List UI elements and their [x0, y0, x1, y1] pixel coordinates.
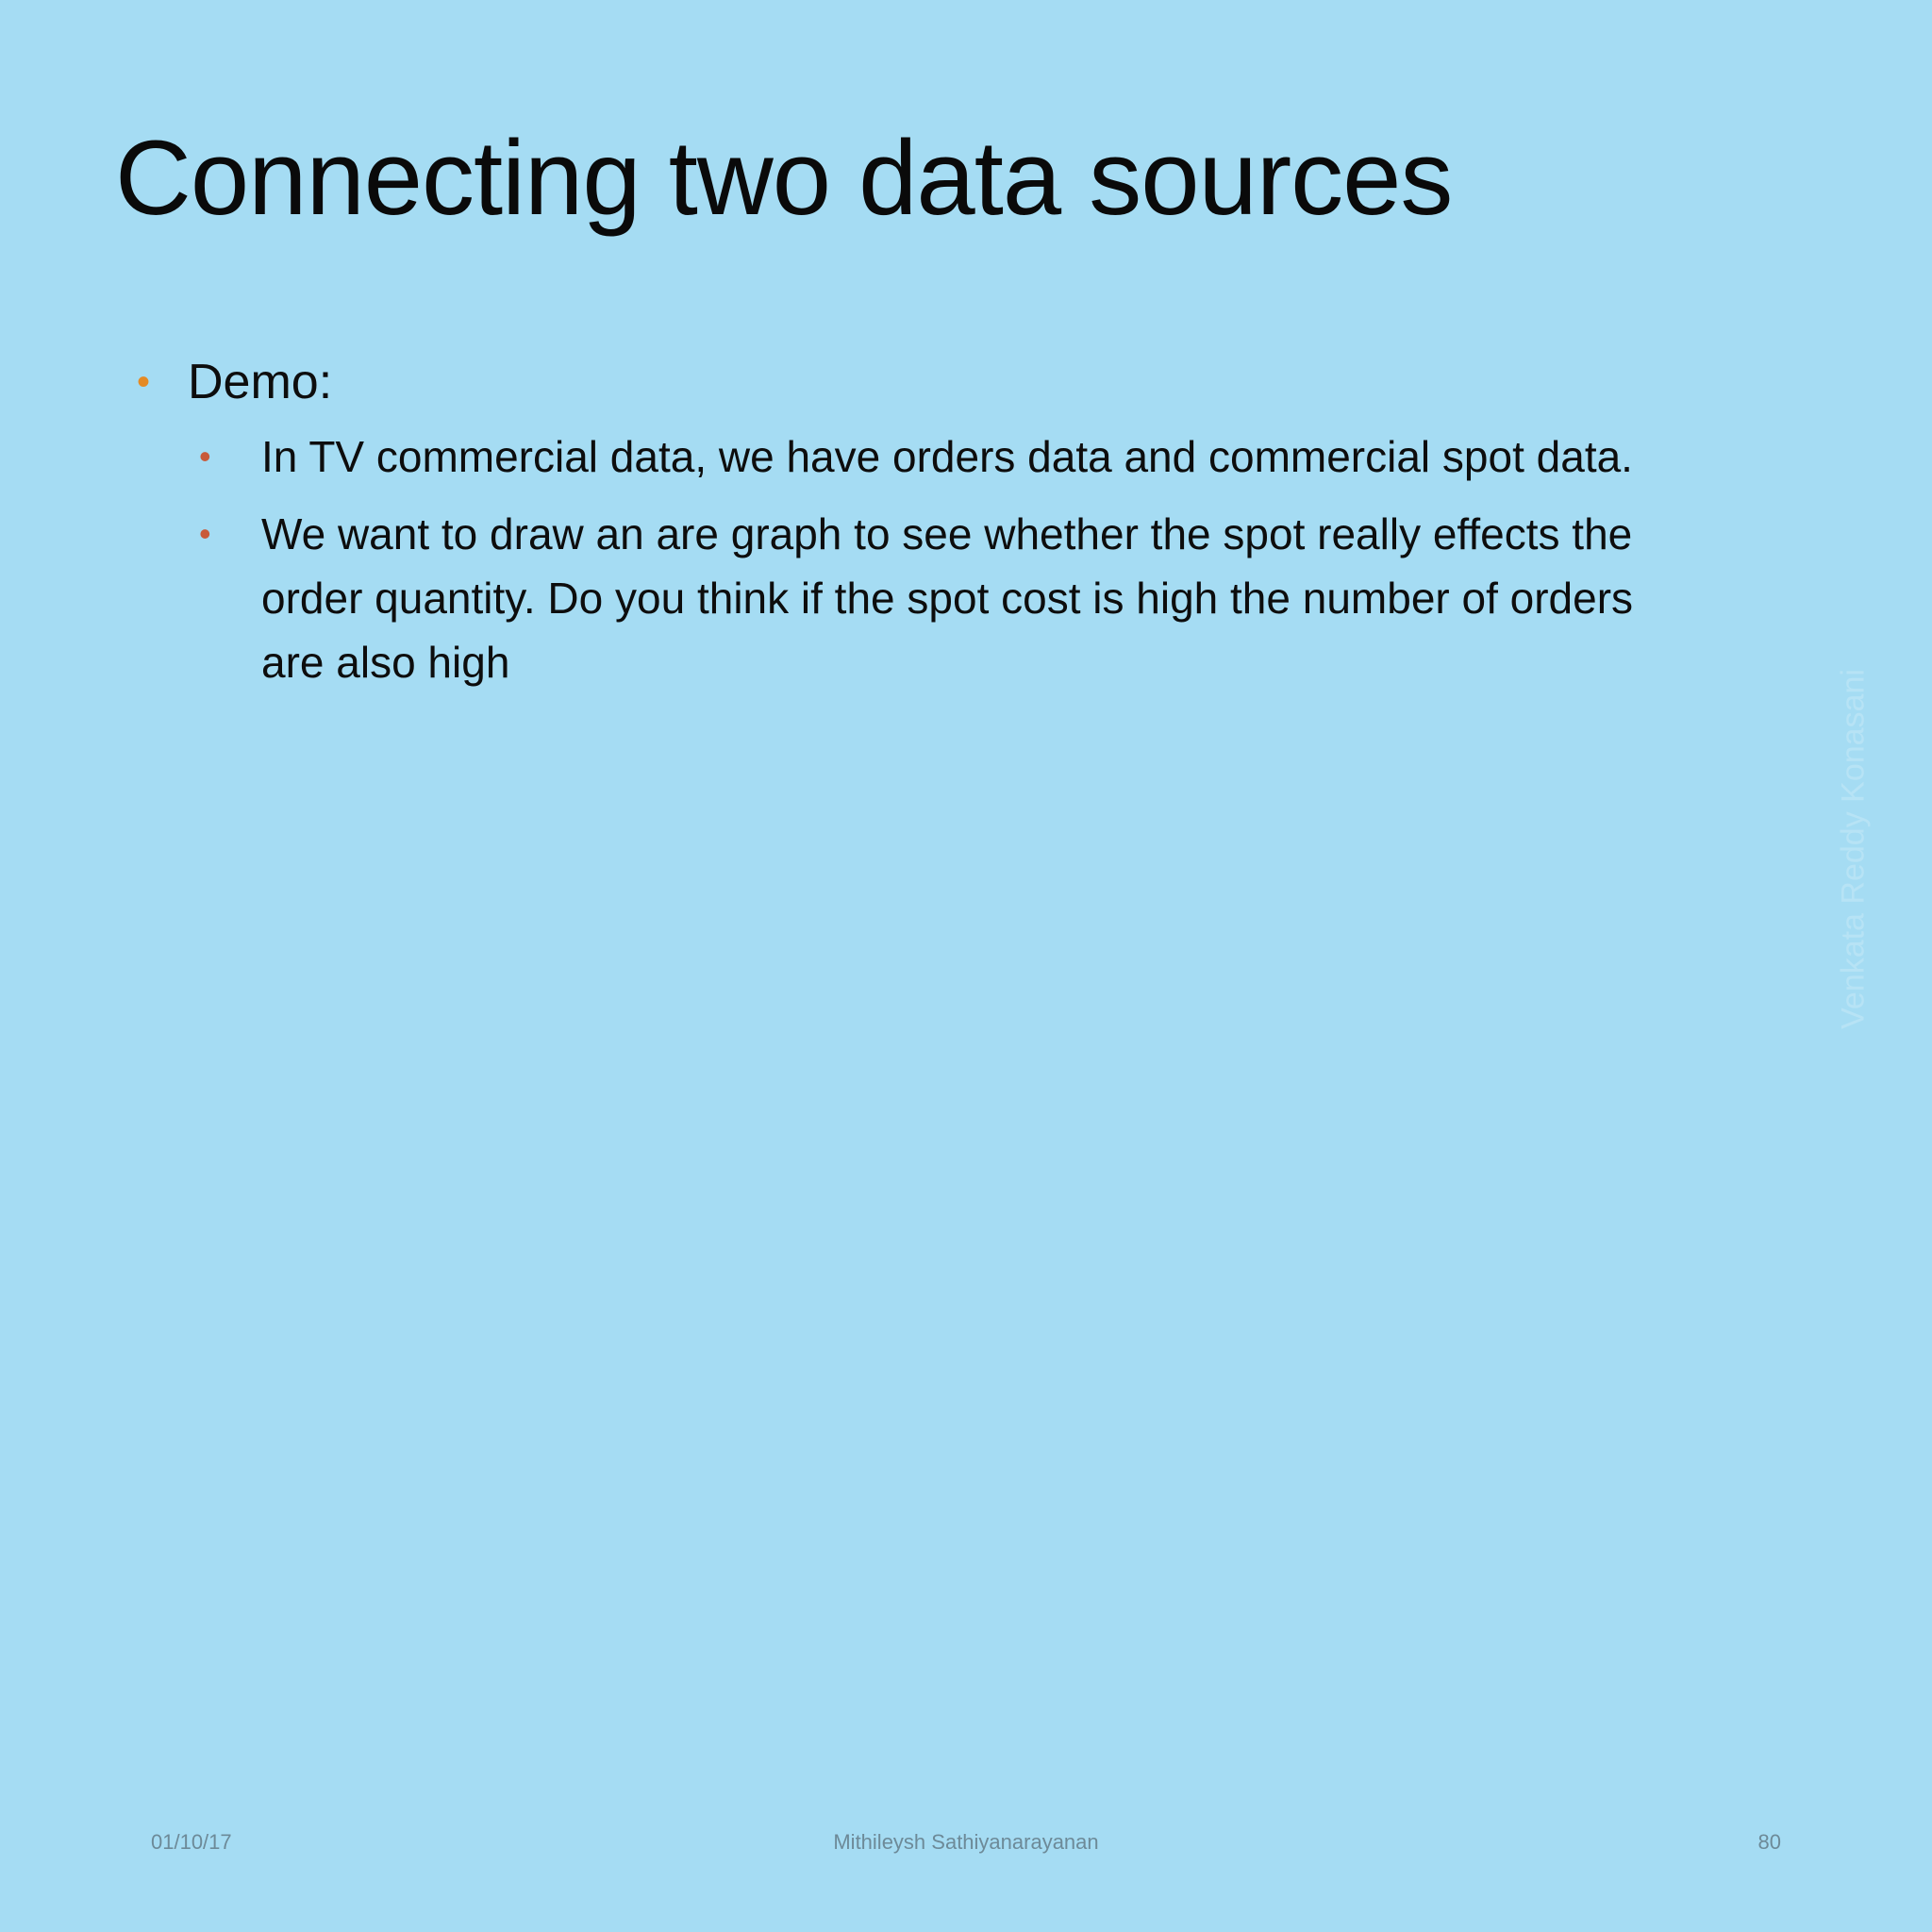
slide-title: Connecting two data sources	[115, 119, 1453, 237]
footer-page-number: 80	[1757, 1830, 1781, 1854]
sub-bullet-list	[188, 425, 1684, 694]
sub-bullet-item	[199, 502, 1684, 694]
bullet-dot-icon: •	[137, 361, 151, 403]
footer-author: Mithileysh Sathiyanarayanan	[833, 1830, 1099, 1854]
bullet-item	[137, 351, 1684, 694]
sub-bullet-text: In TV commercial data, we have orders data and commercial spot data.	[261, 432, 1633, 481]
bullet-text: Demo:	[188, 355, 333, 409]
sub-bullet-item	[199, 425, 1684, 489]
bullet-list	[137, 351, 1684, 708]
footer-date: 01/10/17	[151, 1830, 232, 1854]
sub-bullet-text: We want to draw an are graph to see whether the spot really effects the order quantity. Do you think if the spot cost is high the number of orders are also high	[261, 509, 1634, 687]
watermark: Venkata Reddy Konasani	[1835, 669, 1872, 1029]
bullet-dot-icon: •	[199, 437, 211, 475]
bullet-dot-icon: •	[199, 514, 211, 553]
